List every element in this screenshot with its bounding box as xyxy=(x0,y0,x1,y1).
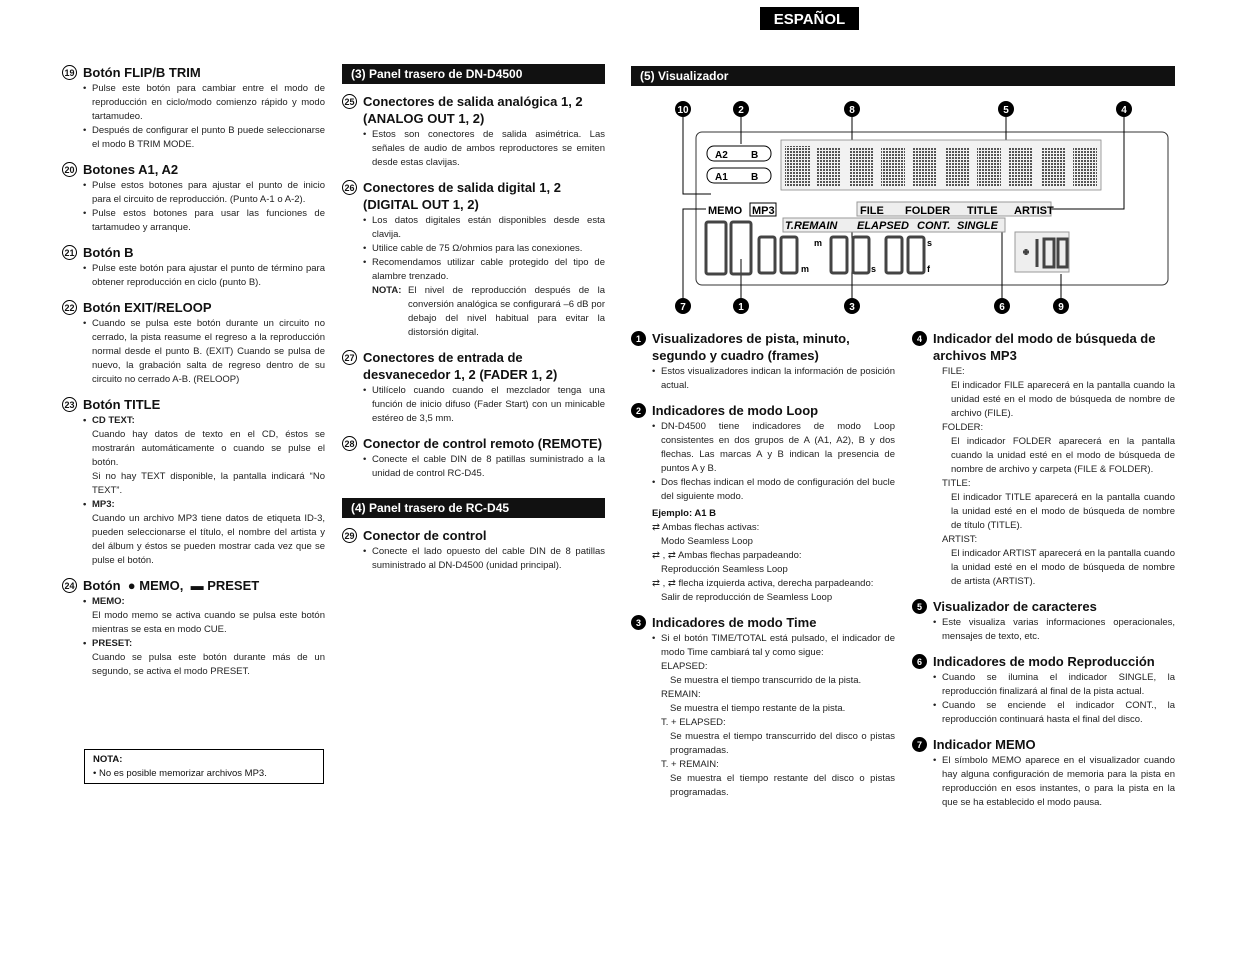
callout-label: 5 xyxy=(1003,105,1009,116)
section-title: 4 Indicador del modo de búsqueda de archivos MP3 xyxy=(912,330,1175,364)
section-number: 25 xyxy=(342,94,357,109)
column-3a xyxy=(631,330,895,809)
section-number: 29 xyxy=(342,528,357,543)
section-number: 21 xyxy=(62,245,77,260)
section-24 xyxy=(62,577,325,679)
language-tab: ESPAÑOL xyxy=(760,7,859,30)
example-text: Reproducción Seamless Loop xyxy=(661,564,788,575)
bullet: • Si el botón TIME/TOTAL está pulsado, el indicador de modo Time cambiará tal y como sigue: xyxy=(652,632,895,660)
item-key: ARTIST: xyxy=(942,534,978,545)
item-value: Se muestra el tiempo transcurrido de la pista. xyxy=(670,675,862,686)
paragraph: Si no hay TEXT disponible, la pantalla indicará “No TEXT”. xyxy=(92,471,325,496)
section-27 xyxy=(342,349,605,426)
dot-icon: ● xyxy=(127,578,136,593)
section-title: 19 Botón FLIP/B TRIM xyxy=(62,64,325,81)
b-label: B xyxy=(751,172,759,183)
section-number: 20 xyxy=(62,162,77,177)
title-indicator: TITLE xyxy=(967,205,998,217)
item-value: Se muestra el tiempo transcurrido del disco o pistas programadas. xyxy=(670,731,895,756)
item-value: El indicador ARTIST aparecerá en la pantalla cuando la unidad esté en el modo de búsqueda de nombre de artista (ARTIST). xyxy=(951,548,1175,587)
paragraph: El modo memo se activa cuando se pulsa este botón mientras se esta en modo CUE. xyxy=(92,610,325,635)
m-unit: m xyxy=(814,238,823,248)
section-title: 28 Conector de control remoto (REMOTE) xyxy=(342,435,605,452)
bullet: • Estos visualizadores indican la información de posición actual. xyxy=(652,365,895,393)
section-number: 26 xyxy=(342,180,357,195)
section-title: 23 Botón TITLE xyxy=(62,396,325,413)
section-number: 5 xyxy=(912,599,927,614)
section-title: 29 Conector de control xyxy=(342,527,605,544)
paragraph: Cuando hay datos de texto en el CD, éstos se mostrarán automáticamente o cuando se pulse el botón. xyxy=(92,429,325,468)
section-title: 5 Visualizador de caracteres xyxy=(912,598,1175,615)
callout-label: 2 xyxy=(738,105,744,116)
section-number: 1 xyxy=(631,331,646,346)
section-4 xyxy=(912,330,1175,589)
section-bar: (4) Panel trasero de RC-D45 xyxy=(342,498,605,518)
section-26 xyxy=(342,179,605,340)
bullet-label: • CD TEXT: xyxy=(83,414,325,428)
section-28 xyxy=(342,435,605,481)
section-title: 20 Botones A1, A2 xyxy=(62,161,325,178)
section-number: 22 xyxy=(62,300,77,315)
bullet: • Los datos digitales están disponibles desde esta clavija. xyxy=(363,214,605,242)
item-value: El indicador FILE aparecerá en la pantalla cuando la unidad esté en el modo de búsqueda de nombre de archivo (FILE). xyxy=(951,380,1175,419)
paragraph: Cuando se pulsa este botón durante más de un segundo, se activa el modo PRESET. xyxy=(92,652,325,677)
section-bar: (3) Panel trasero de DN-D4500 xyxy=(342,64,605,84)
s-unit: s xyxy=(871,264,877,274)
bullet: • Cuando se enciende el indicador CONT., la reproducción continuará hasta el final del disco. xyxy=(933,699,1175,727)
bullet: • Este visualiza varias informaciones operacionales, mensajes de texto, etc. xyxy=(933,616,1175,644)
section-number: 2 xyxy=(631,403,646,418)
section-3 xyxy=(631,614,895,800)
bullet: • Conecte el cable DIN de 8 patillas suministrado a la unidad de control RC-D45. xyxy=(363,453,605,481)
section-number: 6 xyxy=(912,654,927,669)
section-title: 1 Visualizadores de pista, minuto, segundo y cuadro (frames) xyxy=(631,330,895,364)
callout-label: 10 xyxy=(677,105,689,116)
section-number: 3 xyxy=(631,615,646,630)
item-key: T. + REMAIN: xyxy=(661,759,719,770)
b-label: B xyxy=(751,150,759,161)
note-label: NOTA: xyxy=(93,754,123,765)
item-key: FOLDER: xyxy=(942,422,984,433)
section-7 xyxy=(912,736,1175,810)
item-key: ELAPSED: xyxy=(661,661,708,672)
section-title: 6 Indicadores de modo Reproducción xyxy=(912,653,1175,670)
example-2: ⇄ , ⇄ Ambas flechas parpadeando: xyxy=(652,550,802,561)
callout-label: 3 xyxy=(849,302,855,313)
section-23 xyxy=(62,396,325,568)
bullet: • Cuando se pulsa este botón durante un circuito no cerrado, la pista reasume el regreso a la reproducción normal desde el punto B. (EXIT) Cuando se pulsa de nuevo, la grabación salta de regreso dentro de su circuito no cerrado A-B. (RELOOP) xyxy=(83,317,325,387)
bullet: • Recomendamos utilizar cable protegido del tipo de alambre trenzado. xyxy=(363,256,605,284)
s-unit: s xyxy=(927,238,933,248)
section-5 xyxy=(912,598,1175,644)
bullet: • Utilice cable de 75 Ω/ohmios para las conexiones. xyxy=(363,242,605,256)
f-unit: f xyxy=(927,264,930,274)
dash-icon: ▬ xyxy=(190,578,204,593)
example-1: ⇄ Ambas flechas activas: xyxy=(652,522,760,533)
bullet: • DN-D4500 tiene indicadores de modo Loop consistentes en dos grupos de A (A1, A2), B y dos flechas. Las marcas A y B indican la presencia de puntos A y B. xyxy=(652,420,895,476)
section-title: 7 Indicador MEMO xyxy=(912,736,1175,753)
bullet: • Estos son conectores de salida asimétrica. Las señales de audio de ambos reproductores se emiten desde estas clavijas. xyxy=(363,128,605,170)
memo-indicator: MEMO xyxy=(708,205,743,217)
bullet: • Utilícelo cuando cuando el mezclador tenga una función de inicio difuso (Fader Start) con un minicable estéreo de 3,5 mm. xyxy=(363,384,605,426)
section-bar: (5) Visualizador xyxy=(631,66,1175,86)
item-key: T. + ELAPSED: xyxy=(661,717,726,728)
callout-label: 8 xyxy=(849,105,855,116)
section-6 xyxy=(912,653,1175,727)
display-diagram xyxy=(631,94,1175,324)
bullet: • Conecte el lado opuesto del cable DIN de 8 patillas suministrado al DN-D4500 (unidad principal). xyxy=(363,545,605,573)
loop-arrows-icon: ⇄ , ⇄ xyxy=(652,550,676,561)
bullet: • Dos flechas indican el modo de configuración del bucle del siguiente modo. xyxy=(652,476,895,504)
file-indicator: FILE xyxy=(860,205,884,217)
section-title: 21 Botón B xyxy=(62,244,325,261)
note-box xyxy=(84,749,324,784)
section-title: 26 Conectores de salida digital 1, 2 (DIGITAL OUT 1, 2) xyxy=(342,179,605,213)
bullet: • Pulse este botón para cambiar entre el modo de reproducción en ciclo/modo comienzo rápido y modo tartamudeo. xyxy=(83,82,325,124)
bullet: • Pulse estos botones para usar las funciones de tartamudeo y arranque. xyxy=(83,207,325,235)
section-number: 27 xyxy=(342,350,357,365)
section-number: 23 xyxy=(62,397,77,412)
note-text: • No es posible memorizar archivos MP3. xyxy=(93,768,267,779)
loop-arrows-icon: ⇄ xyxy=(652,522,660,533)
section-21 xyxy=(62,244,325,290)
section-number: 4 xyxy=(912,331,927,346)
section-number: 19 xyxy=(62,65,77,80)
mp3-indicator: MP3 xyxy=(752,205,775,217)
bullet: • Cuando se ilumina el indicador SINGLE, la reproducción finalizará al final de la pista actual. xyxy=(933,671,1175,699)
section-20 xyxy=(62,161,325,235)
item-value: Se muestra el tiempo restante de la pista. xyxy=(670,703,846,714)
section-22 xyxy=(62,299,325,387)
elapsed-indicator: ELAPSED xyxy=(857,220,909,232)
section-title: 3 Indicadores de modo Time xyxy=(631,614,895,631)
example-label: Ejemplo: A1 B xyxy=(652,508,717,519)
section-number: 7 xyxy=(912,737,927,752)
column-2 xyxy=(342,64,605,582)
a2-label: A2 xyxy=(715,150,728,161)
section-2 xyxy=(631,402,895,605)
artist-indicator: ARTIST xyxy=(1014,205,1054,217)
callout-label: 1 xyxy=(738,302,744,313)
column-3b xyxy=(912,330,1175,819)
section-1 xyxy=(631,330,895,393)
item-value: El indicador TITLE aparecerá en la pantalla cuando la unidad esté en el modo de búsqueda de nombre de título (TITLE). xyxy=(951,492,1175,531)
section-number: 28 xyxy=(342,436,357,451)
callout-label: 9 xyxy=(1058,302,1064,313)
example-text: Salir de reproducción de Seamless Loop xyxy=(661,592,833,603)
section-title: 2 Indicadores de modo Loop xyxy=(631,402,895,419)
folder-indicator: FOLDER xyxy=(905,205,951,217)
section-number: 24 xyxy=(62,578,77,593)
m-unit: m xyxy=(801,264,810,274)
item-key: FILE: xyxy=(942,366,965,377)
bullet: • Después de configurar el punto B puede seleccionarse el modo B TRIM MODE. xyxy=(83,124,325,152)
bullet-label: • MP3: xyxy=(83,498,325,512)
a1-label: A1 xyxy=(715,172,728,183)
bullet-label: • MEMO: xyxy=(83,595,325,609)
example-text: Modo Seamless Loop xyxy=(661,536,753,547)
item-value: El indicador FOLDER aparecerá en la pantalla cuando la unidad esté en el modo de búsqueda de nombre de archivo y carpeta (FILE & FOLDER). xyxy=(951,436,1175,475)
section-title: 22 Botón EXIT/RELOOP xyxy=(62,299,325,316)
item-value: Se muestra el tiempo restante del disco o pistas programadas. xyxy=(670,773,895,798)
section-19 xyxy=(62,64,325,152)
item-key: REMAIN: xyxy=(661,689,701,700)
bullet: • Pulse este botón para ajustar el punto de término para obtener reproducción en ciclo (punto B). xyxy=(83,262,325,290)
section-title: 24 Botón ● MEMO, ▬ PRESET xyxy=(62,577,325,594)
bullet: • El símbolo MEMO aparece en el visualizador cuando hay alguna configuración de memoria para la pista en reproducción en esos instantes, o para la pista en la que se ha establecido el modo pausa. xyxy=(933,754,1175,810)
callout-label: 7 xyxy=(680,302,686,313)
section-title: 25 Conectores de salida analógica 1, 2 (ANALOG OUT 1, 2) xyxy=(342,93,605,127)
section-29 xyxy=(342,527,605,573)
callout-label: 6 xyxy=(999,302,1005,313)
single-indicator: SINGLE xyxy=(957,220,998,232)
bullet: • Pulse estos botones para ajustar el punto de inicio para el circuito de reproducción. (Punto A-1 o A-2). xyxy=(83,179,325,207)
section-title: 27 Conectores de entrada de desvanecedor 1, 2 (FADER 1, 2) xyxy=(342,349,605,383)
paragraph: Cuando un archivo MP3 tiene datos de etiqueta ID-3, pueden seleccionarse el título, el nombre del artista y del álbum y éstos se pueden mostrar cada vez que se pulse el botón. xyxy=(92,513,325,566)
bullet-label: • PRESET: xyxy=(83,637,325,651)
column-1 xyxy=(62,64,325,688)
tremain-indicator: T.REMAIN xyxy=(785,220,838,232)
item-key: TITLE: xyxy=(942,478,971,489)
example-3: ⇄ , ⇄ flecha izquierda activa, derecha parpadeando: xyxy=(652,578,874,589)
section-25 xyxy=(342,93,605,170)
cont-indicator: CONT. xyxy=(917,220,951,232)
inline-note: NOTA: El nivel de reproducción después de la conversión analógica se configurará –6 dB por debajo del nivel habitual para evitar la distorsión digital. xyxy=(372,285,605,338)
callout-label: 4 xyxy=(1121,105,1127,116)
loop-arrows-icon: ⇄ , ⇄ xyxy=(652,578,676,589)
